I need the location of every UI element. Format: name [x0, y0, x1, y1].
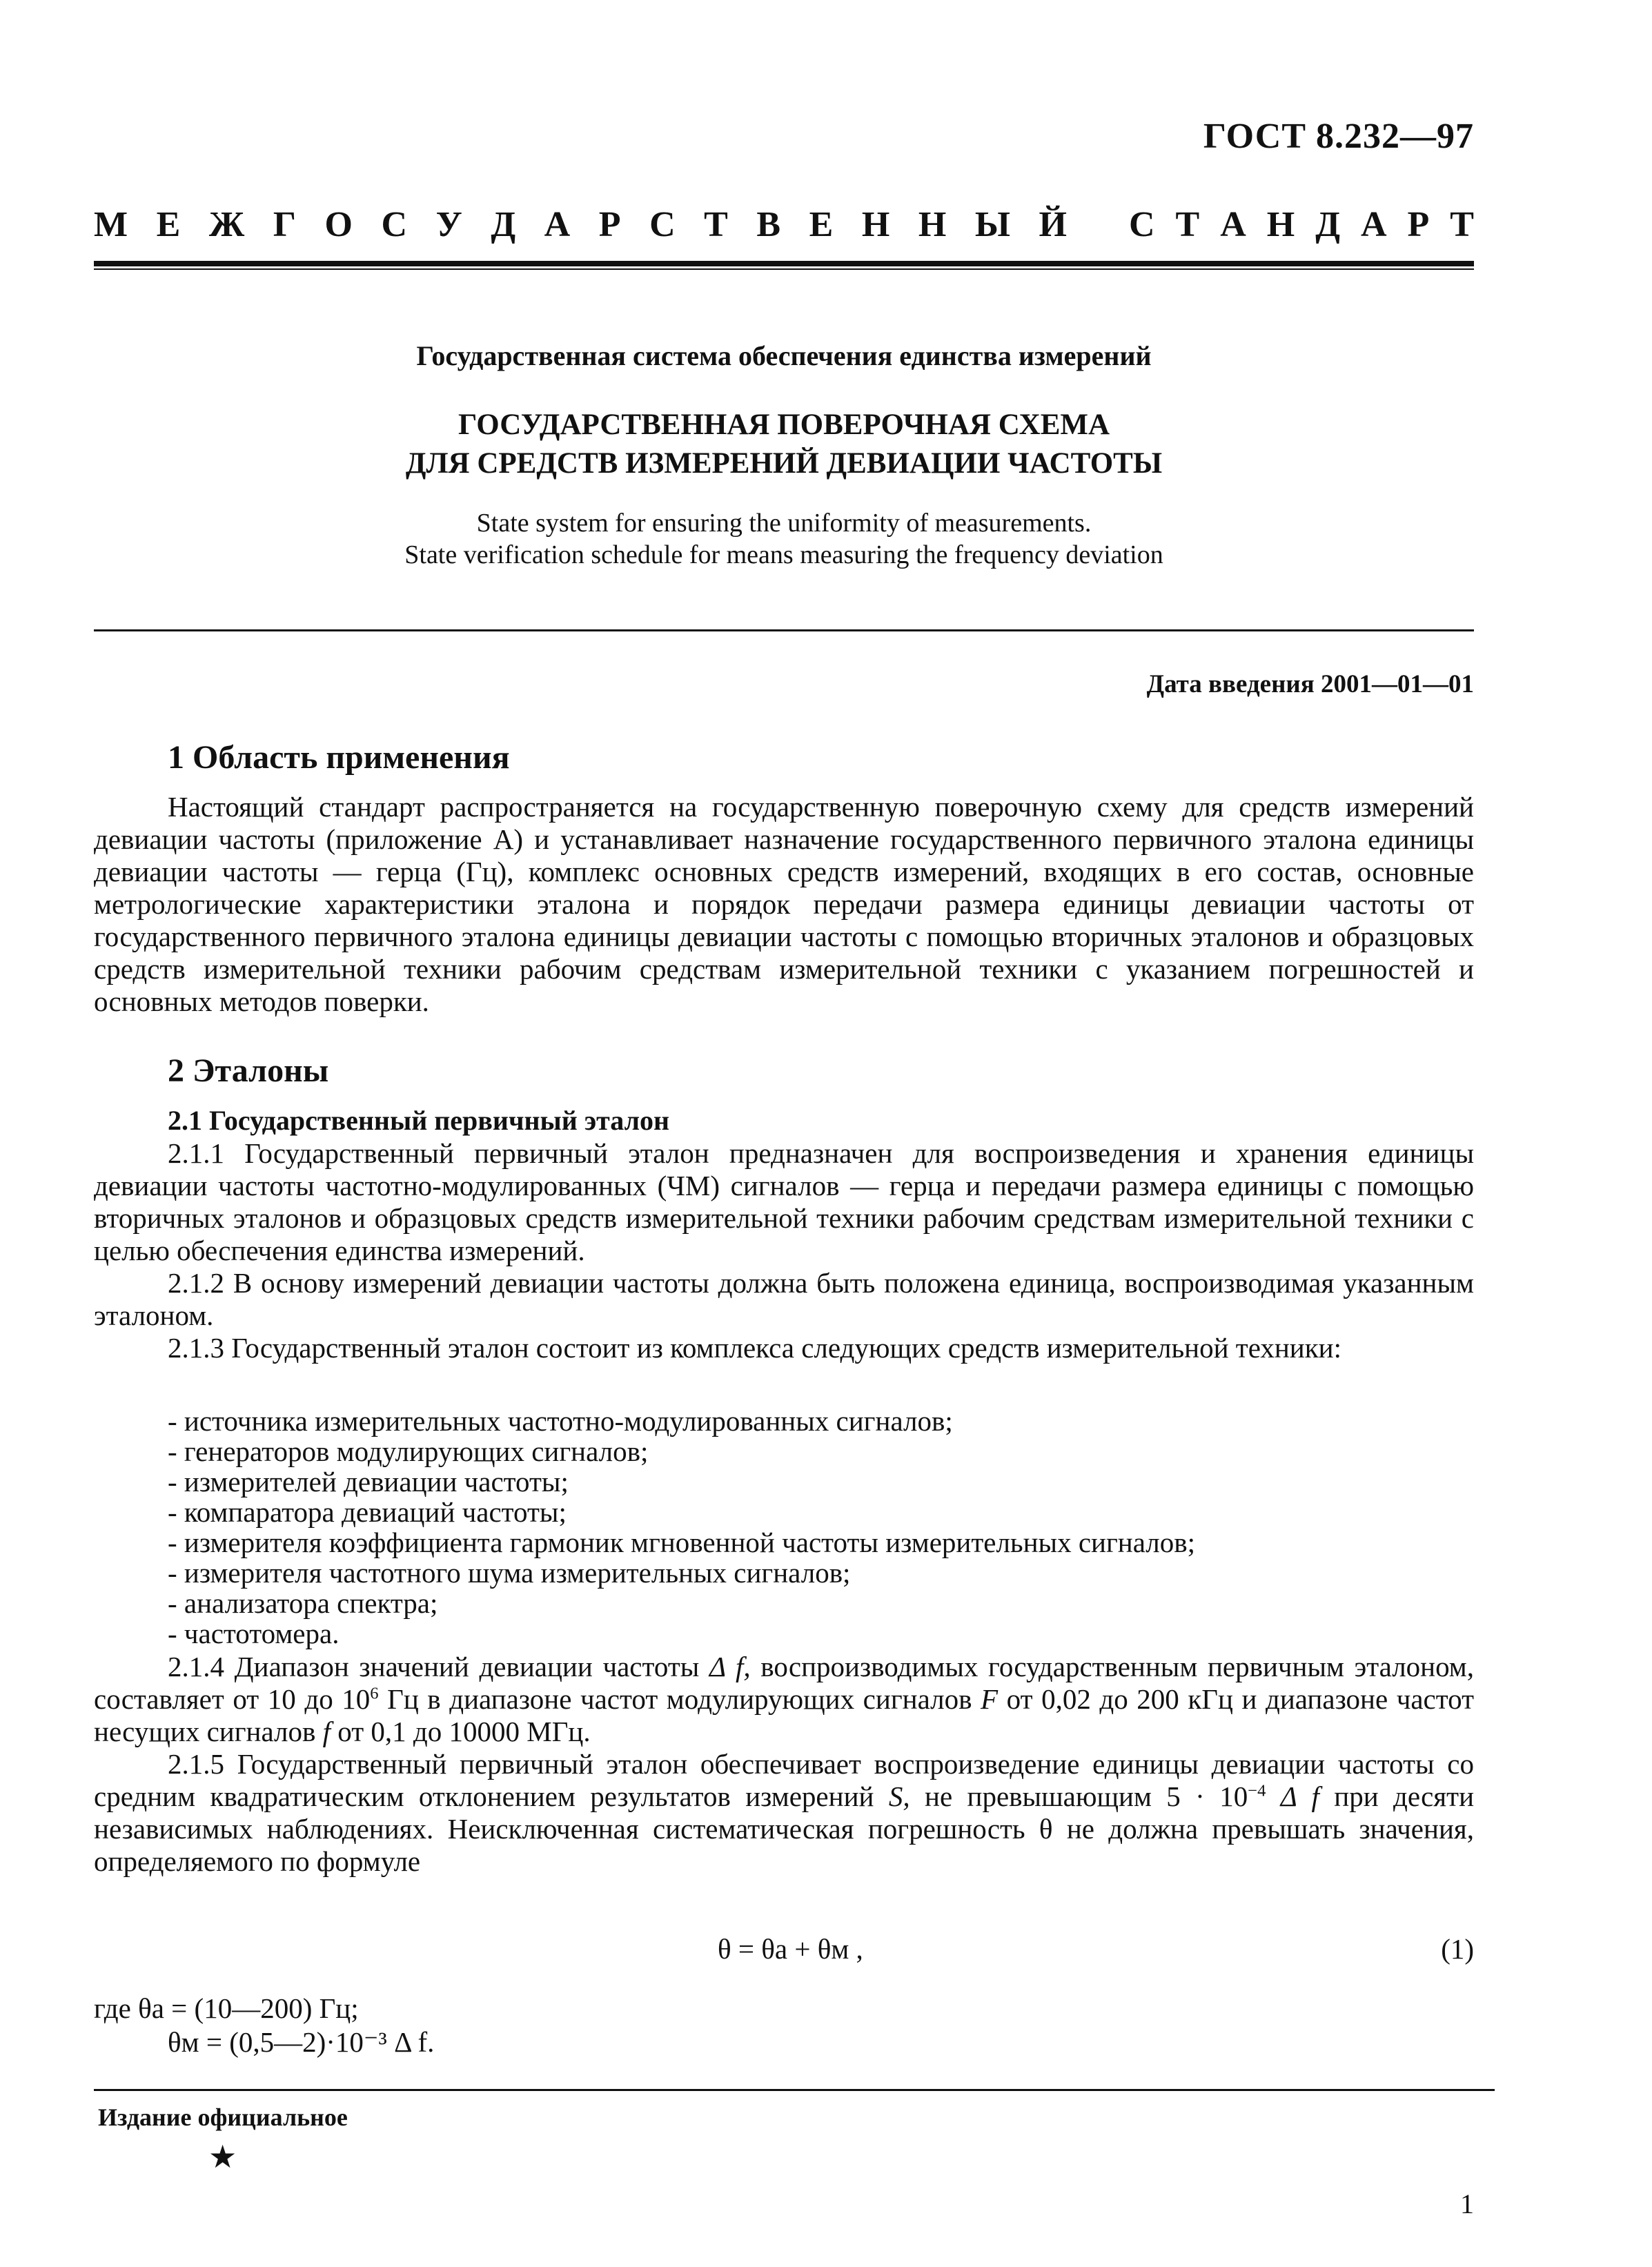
header-rule-thin: [94, 268, 1474, 270]
banner-letter: Е: [809, 205, 834, 244]
f-carrier-symbol: f: [322, 1716, 331, 1747]
list-item: - генераторов модулирующих сигналов;: [168, 1435, 649, 1467]
section-2-heading: 2 Эталоны: [168, 1052, 329, 1089]
section-1-text: [94, 791, 1474, 1018]
banner-letter: М: [94, 205, 128, 244]
banner-letter: А: [544, 205, 571, 244]
paragraph-2-1-3: 2.1.3 Государственный эталон состоит из комплекса следующих средств измерительной техники:: [168, 1332, 1341, 1364]
banner-letter: Д: [1315, 205, 1340, 244]
paragraph-2-1-1: 2.1.1 Государственный первичный эталон предназначен для воспроизведения и хранения единицы девиации частоты частотно-модулированных (ЧМ) сигналов — герца и передачи размера единицы с помощью вторичных эталонов и образцовых средств измерительной техники рабочим средствам измерительной техники с целью обеспечения единства измерений.: [94, 1137, 1474, 1266]
list-item: - анализатора спектра;: [168, 1587, 438, 1619]
formula-number: (1): [1441, 1933, 1474, 1965]
title-line: ДЛЯ СРЕДСТВ ИЗМЕРЕНИЙ ДЕВИАЦИИ ЧАСТОТЫ: [405, 447, 1163, 480]
banner-letter: Р: [598, 205, 621, 244]
section-1-heading: 1 Область применения: [168, 739, 510, 776]
document-title: [94, 406, 1474, 483]
formula-1: θ = θа + θм ,: [718, 1933, 863, 1965]
banner-letter: А: [1220, 205, 1246, 244]
banner-letter: С: [1129, 205, 1155, 244]
equipment-list: [168, 1406, 1472, 1649]
banner-letter: Ы: [974, 205, 1010, 244]
list-item: - частотомера.: [168, 1618, 340, 1649]
paragraph-2-1-2: 2.1.2 В основу измерений девиации частоты должна быть положена единица, воспроизводимая указанным эталоном.: [94, 1267, 1474, 1331]
english-title-line: State verification schedule for means measuring the frequency deviation: [404, 540, 1163, 569]
paragraph-2-1-5: 2.1.5 Государственный первичный эталон обеспечивает воспроизведение единицы девиации частоты со средним квадратическим отклонением результатов измерений S, не превышающим $5 \cdot 10^{-4}$ Δ f при десяти независимых наблюдениях. Неисключенная систематическая погрешность θ не должна превышать значения, определяемого по формуле: [94, 1748, 1475, 1877]
banner-word-standard: [1129, 204, 1474, 245]
list-item: - компаратора девиаций частоты;: [168, 1496, 567, 1528]
section-2-body: [94, 1137, 1474, 1364]
list-item: - измерителя частотного шума измерительных сигналов;: [168, 1557, 851, 1589]
delta-f-symbol: Δ f,: [709, 1651, 751, 1682]
paragraph-2-1-4: 2.1.4 Диапазон значений девиации частоты Δ f, воспроизводимых государственным первичным эталоном, составляет от 10 до $10^6$ Гц в диапазоне частот модулирующих сигналов F от 0,02 до 200 кГц и диапазоне частот несущих сигналов f от 0,1 до 10000 МГц.: [94, 1651, 1475, 1747]
banner-letter: Ж: [208, 205, 245, 244]
banner-letter: Г: [273, 205, 296, 244]
banner-letter: Й: [1039, 205, 1067, 244]
f-modulating-symbol: F: [981, 1683, 999, 1715]
page-number: 1: [1460, 2188, 1474, 2219]
formula-where-2: θм = (0,5—2)·10⁻³ Δ f.: [168, 2026, 435, 2058]
banner-interstate-standard: [94, 204, 1474, 245]
list-item: - измерителей девиации частоты;: [168, 1466, 569, 1498]
list-item: - измерителя коэффициента гармоник мгновенной частоты измерительных сигналов;: [168, 1527, 1196, 1558]
title-rule: [94, 629, 1474, 631]
banner-word-interstate: [94, 204, 1067, 245]
gost-code: ГОСТ 8.232—97: [1203, 117, 1474, 156]
banner-letter: Н: [918, 205, 947, 244]
delta-f-symbol: Δ f: [1280, 1780, 1319, 1812]
english-title-line: State system for ensuring the uniformity of measurements.: [476, 509, 1092, 538]
introduction-date: Дата введения 2001—01—01: [1146, 670, 1474, 698]
banner-letter: Н: [1266, 205, 1295, 244]
title-line: ГОСУДАРСТВЕННАЯ ПОВЕРОЧНАЯ СХЕМА: [458, 409, 1110, 441]
banner-letter: Е: [156, 205, 181, 244]
list-item: - источника измерительных частотно-модулированных сигналов;: [168, 1405, 953, 1437]
footer-rule: [94, 2089, 1495, 2091]
banner-letter: Н: [861, 205, 890, 244]
banner-letter: Р: [1407, 205, 1430, 244]
banner-letter: Д: [491, 205, 516, 244]
banner-letter: Т: [1175, 205, 1200, 244]
banner-letter: О: [324, 205, 353, 244]
banner-letter: Т: [704, 205, 728, 244]
banner-letter: А: [1360, 205, 1387, 244]
banner-letter: В: [756, 205, 781, 244]
section-1-paragraph: Настоящий стандарт распространяется на государственную поверочную схему для средств измерений девиации частоты (приложение А) и устанавливает назначение государственного первичного эталона единицы девиации частоты — герца (Гц), комплекс основных средств измерений, входящих в его состав, основные метрологические характеристики эталона и порядок передачи размера единицы девиации частоты от государственного первичного эталона единицы девиации частоты с помощью вторичных эталонов и образцовых средств измерительной техники рабочим средствам измерительной техники с указанием погрешностей и основных методов поверки.: [94, 791, 1474, 1017]
subsection-2-1-heading: 2.1 Государственный первичный эталон: [168, 1105, 670, 1136]
star-icon: ★: [208, 2139, 237, 2175]
english-title: [94, 507, 1474, 571]
header-rule: [94, 261, 1474, 266]
banner-letter: У: [435, 205, 462, 244]
s-symbol: S,: [888, 1780, 910, 1812]
banner-letter: С: [381, 205, 408, 244]
formula-where-1: где θа = (10—200) Гц;: [94, 1992, 359, 2024]
section-2-body-continued: [94, 1651, 1474, 1878]
banner-letter: Т: [1450, 205, 1474, 244]
system-line: Государственная система обеспечения единства измерений: [416, 340, 1152, 371]
official-edition-label: Издание официальное: [98, 2103, 348, 2131]
banner-letter: С: [649, 205, 676, 244]
